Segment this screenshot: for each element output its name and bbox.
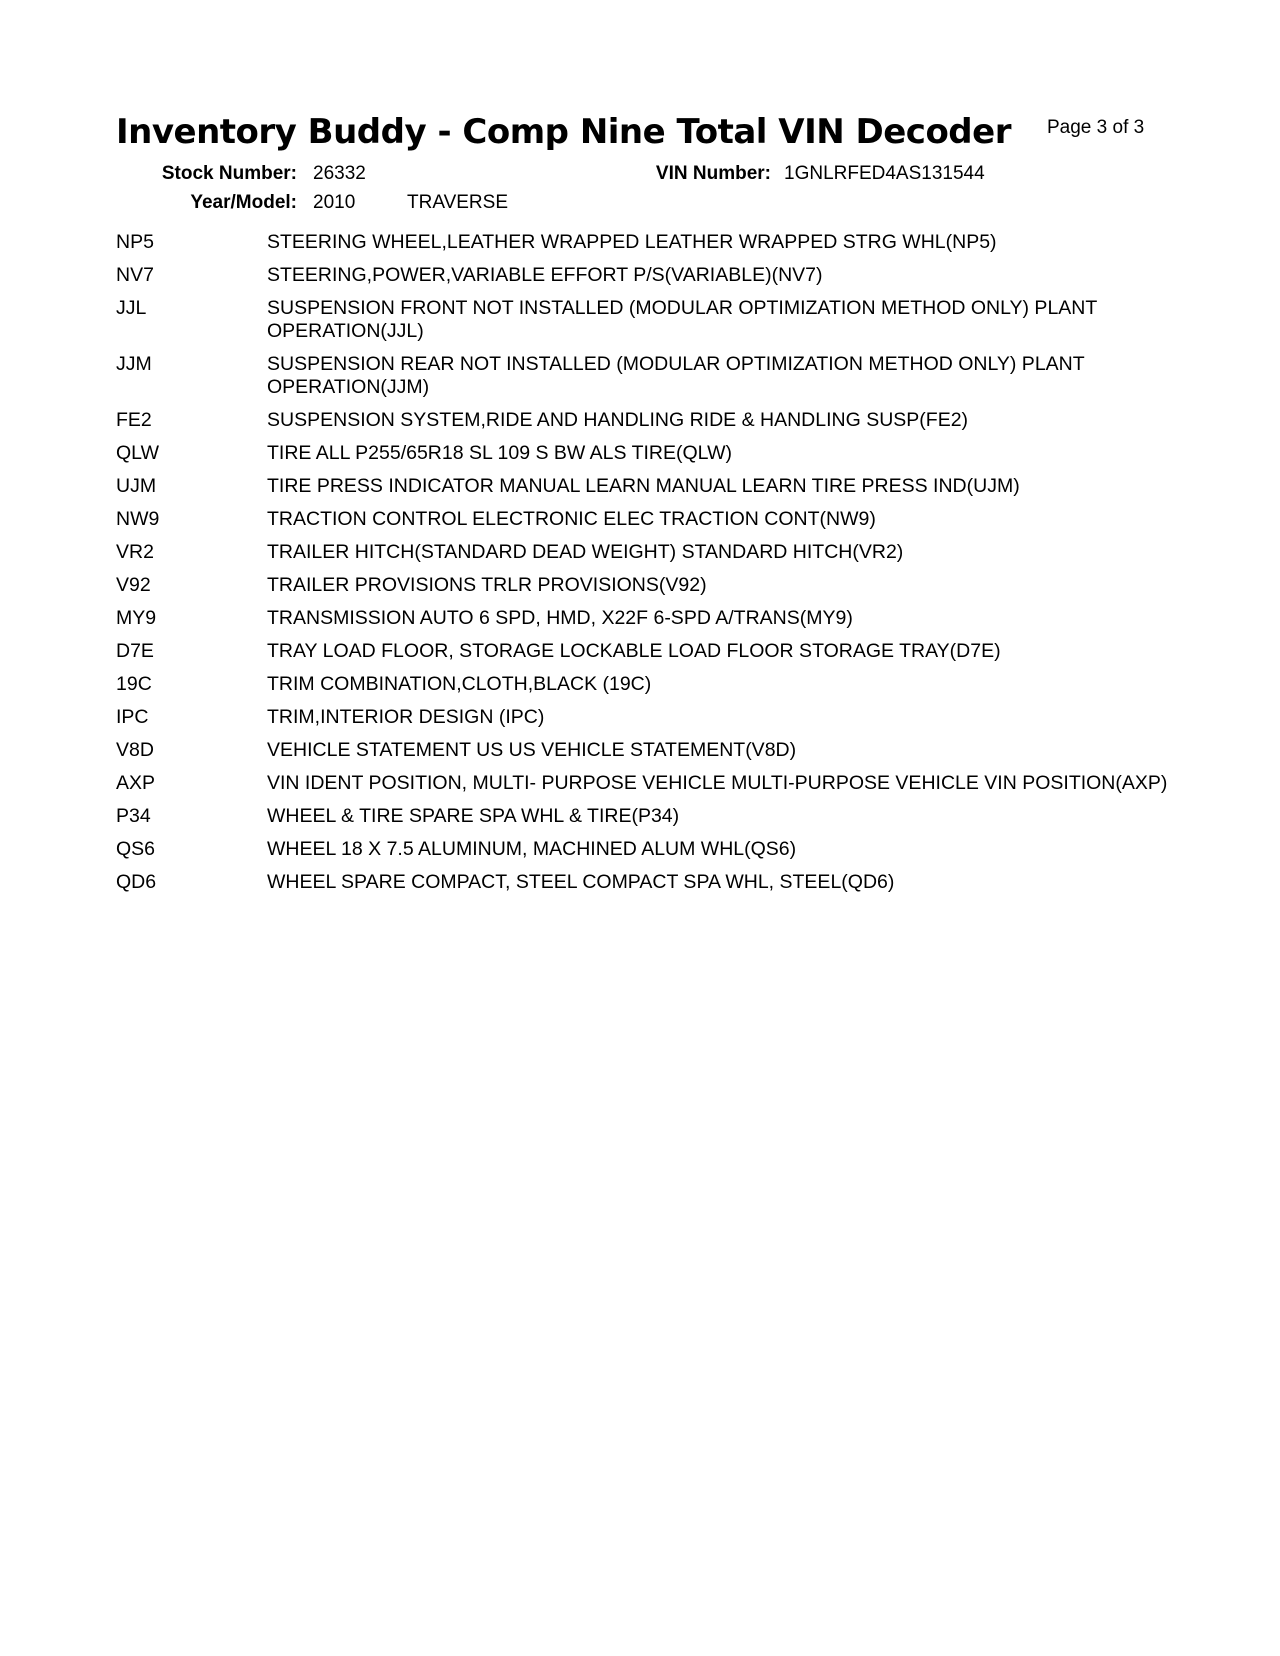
option-description: TIRE ALL P255/65R18 SL 109 S BW ALS TIRE(QLW): [267, 442, 732, 464]
option-row: [116, 739, 1176, 762]
option-description: STEERING WHEEL,LEATHER WRAPPED LEATHER WRAPPED STRG WHL(NP5): [267, 231, 997, 253]
option-code: NP5: [116, 231, 154, 253]
option-row: [116, 607, 1176, 630]
option-description: TIRE PRESS INDICATOR MANUAL LEARN MANUAL LEARN TIRE PRESS IND(UJM): [267, 475, 1020, 497]
option-code: VR2: [116, 541, 154, 563]
year-model-label: Year/Model:: [190, 192, 297, 213]
option-description: SUSPENSION SYSTEM,RIDE AND HANDLING RIDE & HANDLING SUSP(FE2): [267, 409, 969, 431]
option-row: [116, 475, 1176, 498]
option-description: WHEEL & TIRE SPARE SPA WHL & TIRE(P34): [267, 805, 680, 827]
option-description: SUSPENSION FRONT NOT INSTALLED (MODULAR OPTIMIZATION METHOD ONLY) PLANT OPERATION(JJL): [267, 297, 1097, 342]
option-row: [116, 574, 1176, 597]
vin-number-label: VIN Number:: [655, 163, 771, 184]
option-code: V8D: [116, 739, 154, 761]
option-code: QD6: [116, 871, 157, 893]
option-code: QS6: [116, 838, 156, 860]
option-description: TRACTION CONTROL ELECTRONIC ELEC TRACTION CONT(NW9): [267, 508, 876, 530]
option-description: VIN IDENT POSITION, MULTI- PURPOSE VEHICLE MULTI-PURPOSE VEHICLE VIN POSITION(AXP): [267, 772, 1168, 794]
option-code: AXP: [116, 772, 156, 794]
page-title: Inventory Buddy - Comp Nine Total VIN Decoder: [116, 112, 1011, 152]
option-row: [116, 640, 1176, 663]
year-value: 2010: [313, 192, 356, 213]
option-row: [116, 231, 1176, 254]
option-description: STEERING,POWER,VARIABLE EFFORT P/S(VARIABLE)(NV7): [267, 264, 823, 286]
option-code: FE2: [116, 409, 152, 431]
option-description: SUSPENSION REAR NOT INSTALLED (MODULAR OPTIMIZATION METHOD ONLY) PLANT OPERATION(JJM): [267, 353, 1085, 398]
option-code: P34: [116, 805, 151, 827]
option-description: TRAILER HITCH(STANDARD DEAD WEIGHT) STANDARD HITCH(VR2): [267, 541, 904, 563]
option-row: [116, 772, 1176, 795]
option-code: NV7: [116, 264, 154, 286]
option-description: VEHICLE STATEMENT US US VEHICLE STATEMENT(V8D): [267, 739, 797, 761]
option-row: [116, 409, 1176, 432]
option-code: NW9: [116, 508, 160, 530]
option-description: TRAILER PROVISIONS TRLR PROVISIONS(V92): [267, 574, 707, 596]
option-description: TRIM COMBINATION,CLOTH,BLACK (19C): [267, 673, 652, 695]
stock-number-value: 26332: [313, 163, 366, 184]
option-row: [116, 871, 1176, 894]
option-code: QLW: [116, 442, 159, 464]
option-row: [116, 673, 1176, 696]
option-description: TRAY LOAD FLOOR, STORAGE LOCKABLE LOAD FLOOR STORAGE TRAY(D7E): [267, 640, 1001, 662]
option-code: JJM: [116, 353, 152, 375]
option-row: [116, 838, 1176, 861]
option-description: TRANSMISSION AUTO 6 SPD, HMD, X22F 6-SPD A/TRANS(MY9): [267, 607, 853, 629]
option-description: WHEEL SPARE COMPACT, STEEL COMPACT SPA WHL, STEEL(QD6): [267, 871, 895, 893]
vin-number-value: 1GNLRFED4AS131544: [784, 163, 985, 184]
option-code: IPC: [116, 706, 149, 728]
stock-number-label: Stock Number:: [161, 163, 297, 184]
option-row: [116, 805, 1176, 828]
option-code: UJM: [116, 475, 157, 497]
option-code: V92: [116, 574, 151, 596]
option-row: [116, 442, 1176, 465]
option-code: D7E: [116, 640, 154, 662]
option-row: [116, 264, 1176, 287]
option-description: TRIM,INTERIOR DESIGN (IPC): [267, 706, 545, 728]
option-row: [116, 541, 1176, 564]
option-description: WHEEL 18 X 7.5 ALUMINUM, MACHINED ALUM WHL(QS6): [267, 838, 797, 860]
option-code: MY9: [116, 607, 157, 629]
option-list: [116, 231, 1176, 904]
model-value: TRAVERSE: [407, 192, 509, 213]
option-row: [116, 353, 1176, 399]
option-row: [116, 508, 1176, 531]
option-row: [116, 706, 1176, 729]
page-number: Page 3 of 3: [1047, 117, 1145, 138]
option-code: JJL: [116, 297, 147, 319]
option-code: 19C: [116, 673, 152, 695]
option-row: [116, 297, 1176, 343]
